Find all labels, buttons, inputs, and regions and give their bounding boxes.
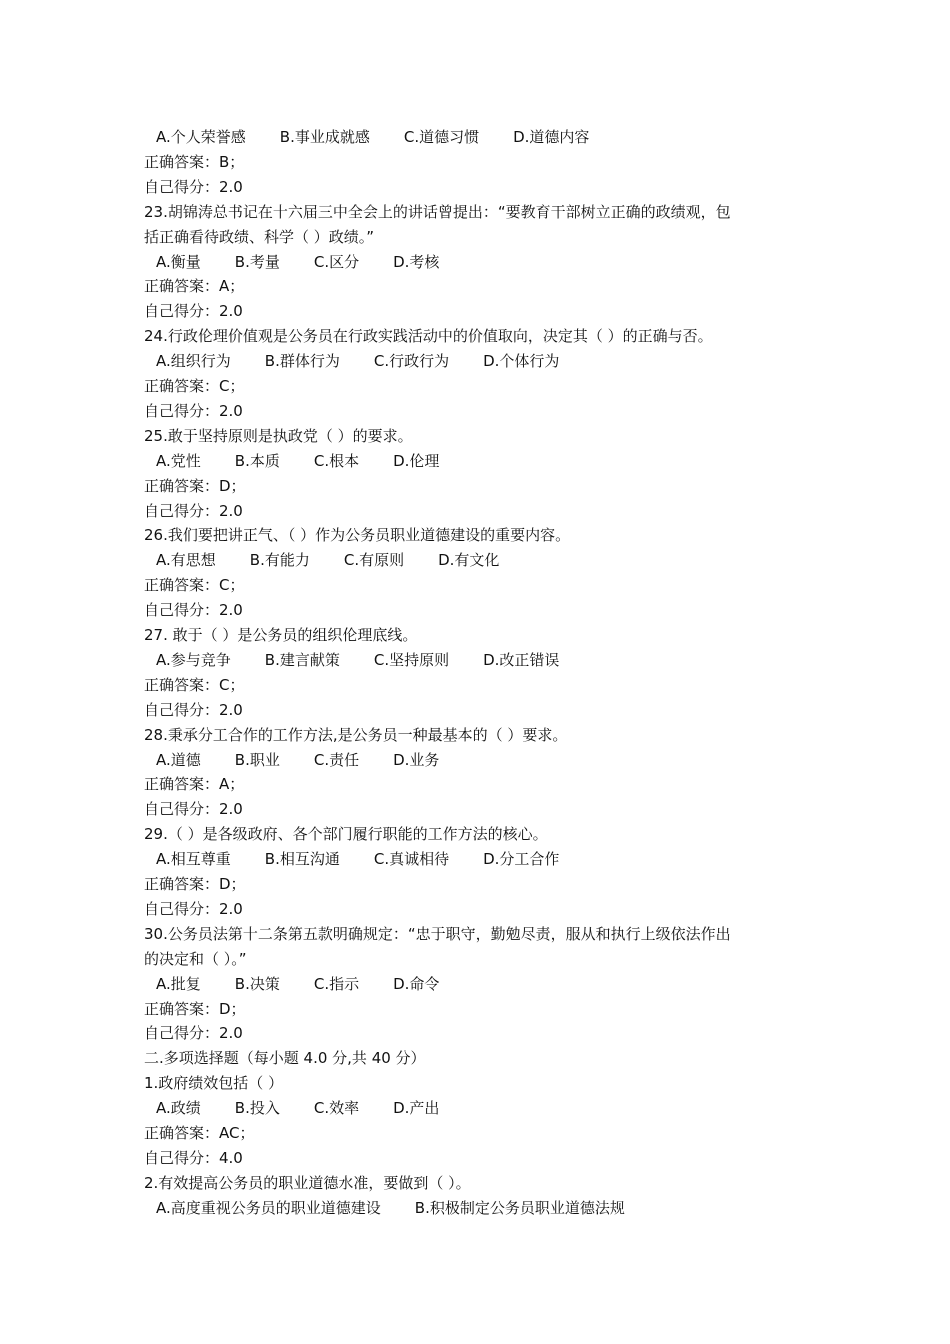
option-item: D.产出	[393, 1099, 440, 1118]
text-line: 正确答案：B；	[144, 152, 245, 171]
text-line: 正确答案：D；	[144, 875, 246, 893]
text-line: 二.多项选择题（每小题 4.0 分,共 40 分）	[144, 1049, 426, 1068]
option-item: A.道德	[156, 750, 201, 769]
options-row	[144, 650, 559, 670]
option-item: B.本质	[234, 451, 280, 470]
options-row	[144, 127, 589, 147]
text-line: 正确答案：C；	[144, 377, 245, 395]
option-item: A.政绩	[156, 1099, 201, 1118]
option-item: A.组织行为	[156, 352, 231, 371]
option-item: C.区分	[313, 252, 360, 271]
text-line: 30.公务员法第十二条第五款明确规定：“忠于职守，勤勉尽责，服从和执行上级依法作出	[144, 924, 731, 943]
option-item: C.坚持原则	[373, 650, 450, 669]
option-item: B.投入	[234, 1099, 280, 1118]
text-line: 括正确看待政绩、科学（ ）政绩。”	[144, 227, 375, 246]
text-line: 自己得分：2.0	[144, 700, 243, 719]
text-line: 自己得分：2.0	[144, 501, 243, 520]
text-line: 28.秉承分工合作的工作方法,是公务员一种最基本的（ ）要求。	[144, 725, 568, 744]
option-item: C.道德习惯	[403, 128, 480, 146]
text-line: 自己得分：2.0	[144, 1024, 243, 1043]
options-row	[144, 451, 439, 471]
option-item: D.业务	[393, 750, 440, 769]
text-line: 正确答案：AC；	[144, 1124, 255, 1142]
options-row	[144, 849, 559, 869]
text-line: 27. 敢于（ ）是公务员的组织伦理底线。	[144, 626, 418, 644]
option-item: D.改正错误	[483, 650, 560, 669]
text-line: 自己得分：2.0	[144, 302, 243, 321]
option-item: C.有原则	[343, 551, 405, 570]
text-line: 1.政府绩效包括（ ）	[144, 1074, 284, 1093]
options-row	[144, 1198, 625, 1218]
option-item: C.指示	[313, 974, 360, 993]
option-item: A.高度重视公务员的职业道德建设	[156, 1198, 381, 1217]
option-item: D.分工合作	[483, 850, 560, 869]
options-row	[144, 750, 439, 770]
option-item: A.相互尊重	[156, 850, 231, 869]
option-item: A.党性	[156, 451, 201, 470]
options-row	[144, 1098, 439, 1118]
option-item: A.衡量	[156, 252, 201, 271]
option-item: D.伦理	[393, 451, 440, 470]
text-line: 正确答案：C；	[144, 675, 245, 694]
options-row	[144, 974, 439, 994]
text-line: 自己得分：2.0	[144, 800, 243, 819]
text-line: 自己得分：2.0	[144, 601, 243, 620]
option-item: C.真诚相待	[373, 850, 450, 869]
option-item: B.职业	[234, 750, 280, 769]
option-item: A.参与竞争	[156, 650, 231, 669]
option-item: A.个人荣誉感	[156, 128, 246, 146]
options-row	[144, 550, 499, 570]
text-line: 正确答案：A；	[144, 277, 245, 296]
option-item: D.有文化	[438, 551, 500, 570]
text-line: 29.（ ）是各级政府、各个部门履行职能的工作方法的核心。	[144, 825, 548, 844]
option-item: C.效率	[313, 1099, 360, 1118]
option-item: D.个体行为	[483, 352, 560, 371]
text-line: 自己得分：2.0	[144, 177, 243, 196]
option-item: C.行政行为	[373, 352, 450, 371]
option-item: D.道德内容	[513, 128, 590, 146]
text-line: 26.我们要把讲正气、（ ）作为公务员职业道德建设的重要内容。	[144, 526, 571, 545]
option-item: B.有能力	[249, 551, 310, 570]
text-line: 25.敢于坚持原则是执政党（ ）的要求。	[144, 426, 413, 445]
text-line: 自己得分：2.0	[144, 401, 243, 420]
text-line: 正确答案：D；	[144, 999, 246, 1018]
options-row	[144, 252, 439, 272]
option-item: A.批复	[156, 974, 201, 993]
option-item: D.命令	[393, 974, 440, 993]
option-item: B.决策	[234, 974, 280, 993]
option-item: B.事业成就感	[279, 128, 370, 146]
option-item: C.根本	[313, 451, 360, 470]
text-line: 正确答案：D；	[144, 476, 246, 495]
option-item: C.责任	[313, 750, 360, 769]
option-item: B.建言献策	[264, 650, 340, 669]
option-item: B.相互沟通	[264, 850, 340, 869]
text-line: 正确答案：C；	[144, 576, 245, 595]
option-item: B.积极制定公务员职业道德法规	[414, 1198, 625, 1217]
option-item: A.有思想	[156, 551, 216, 570]
text-line: 正确答案：A；	[144, 775, 245, 794]
option-item: B.群体行为	[264, 352, 340, 371]
option-item: B.考量	[234, 252, 280, 271]
options-row	[144, 351, 559, 371]
text-line: 2.有效提高公务员的职业道德水准，要做到（ ）。	[144, 1173, 471, 1192]
text-line: 23.胡锦涛总书记在十六届三中全会上的讲话曾提出：“要教育干部树立正确的政绩观，包	[144, 202, 731, 221]
text-line: 自己得分：4.0	[144, 1148, 243, 1167]
option-item: D.考核	[393, 252, 440, 271]
text-line: 24.行政伦理价值观是公务员在行政实践活动中的价值取向，决定其（ ）的正确与否。	[144, 327, 713, 346]
text-line: 自己得分：2.0	[144, 899, 243, 918]
text-line: 的决定和（ ）。”	[144, 949, 247, 968]
